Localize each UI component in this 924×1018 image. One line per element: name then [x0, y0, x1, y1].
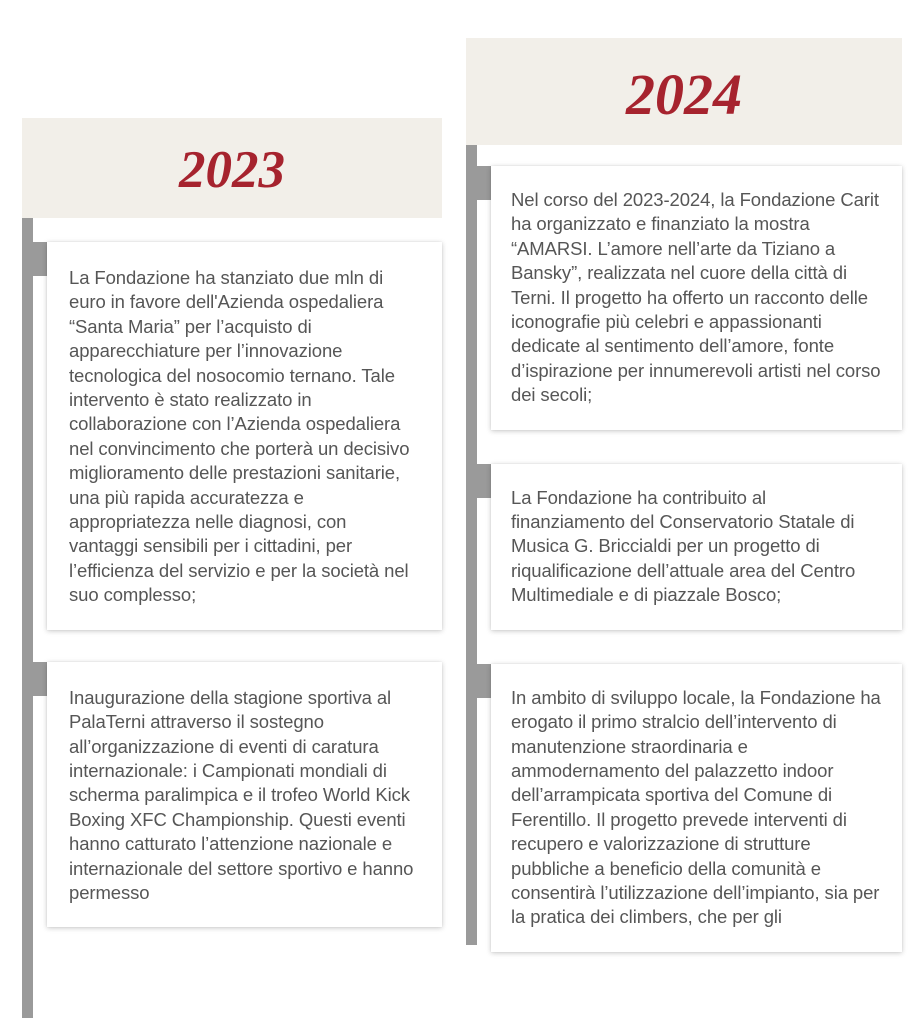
timeline-entry [466, 464, 902, 630]
entry-card [491, 664, 902, 952]
timeline-entry [22, 242, 442, 630]
entry-text: In ambito di sviluppo locale, la Fondazione ha erogato il primo stralcio dell’intervento di manutenzione straordinaria e ammodernamento del palazzetto indoor dell’arrampicata sportiva del Comune di Ferentillo. Il progetto prevede interventi di recupero e valorizzazione di strutture pubbliche a beneficio della comunità e consentirà l’utilizzazione dell’impianto, sia per la pratica dei climbers, che per gli [511, 686, 881, 928]
timeline-entry [22, 662, 442, 928]
entry-text: Inaugurazione della stagione sportiva al PalaTerni attraverso il sostegno all’organizzazione di eventi di caratura internazionale: i Campionati mondiali di scherma paralimpica e il trofeo World Kick Boxing XFC Championship. Questi eventi hanno catturato l’attenzione nazionale e internazionale del settore sportivo e hanno permesso [69, 686, 414, 903]
entry-text: Nel corso del 2023-2024, la Fondazione Carit ha organizzato e finanziato la mostra “AMARSI. L’amore nell’arte da Tiziano a Bansky”, realizzata nel cuore della città di Terni. Il progetto ha offerto un racconto delle iconografie più celebri e appassionanti dedicate al sentimento dell’amore, fonte d’ispirazione per innumerevoli artisti nel corso dei secoli; [511, 189, 881, 406]
entry-text: La Fondazione ha stanziato due mln di euro in favore dell'Azienda ospedaliera “Santa Maria” per l’acquisto di apparecchiature per l’innovazione tecnologica del nosocomio ternano. Tale intervento è stato realizzato in collaborazione con l’Azienda ospedaliera nel convincimento che porterà un decisivo miglioramento delle prestazioni sanitarie, una più rapida accuratezza e appropriatezza nelle diagnosi, con vantaggi sensibili per i cittadini, per l’efficienza del servizio e per la società nel suo complesso; [69, 267, 410, 606]
timeline-node-marker [466, 464, 491, 498]
timeline-entry-list [466, 166, 902, 952]
timeline-node-marker [466, 166, 491, 200]
timeline-entry [466, 664, 902, 952]
year-header-2024 [466, 38, 902, 145]
timeline-entry-list [22, 242, 442, 927]
entry-text: La Fondazione ha contribuito al finanziamento del Conservatorio Statale di Musica G. Briccialdi per un progetto di riqualificazione dell’attuale area del Centro Multimediale e di piazzale Bosco; [511, 486, 856, 606]
entry-card [47, 242, 442, 630]
year-header-2023 [22, 118, 442, 218]
year-label: 2024 [626, 62, 742, 127]
entry-card [491, 464, 902, 630]
timeline-column-2024 [466, 38, 902, 952]
timeline-node-marker [22, 662, 47, 696]
timeline-entry [466, 166, 902, 430]
timeline-column-2023 [22, 118, 442, 927]
year-label: 2023 [179, 141, 285, 199]
entry-card [47, 662, 442, 928]
timeline-node-marker [22, 242, 47, 276]
timeline-node-marker [466, 664, 491, 698]
entry-card [491, 166, 902, 430]
